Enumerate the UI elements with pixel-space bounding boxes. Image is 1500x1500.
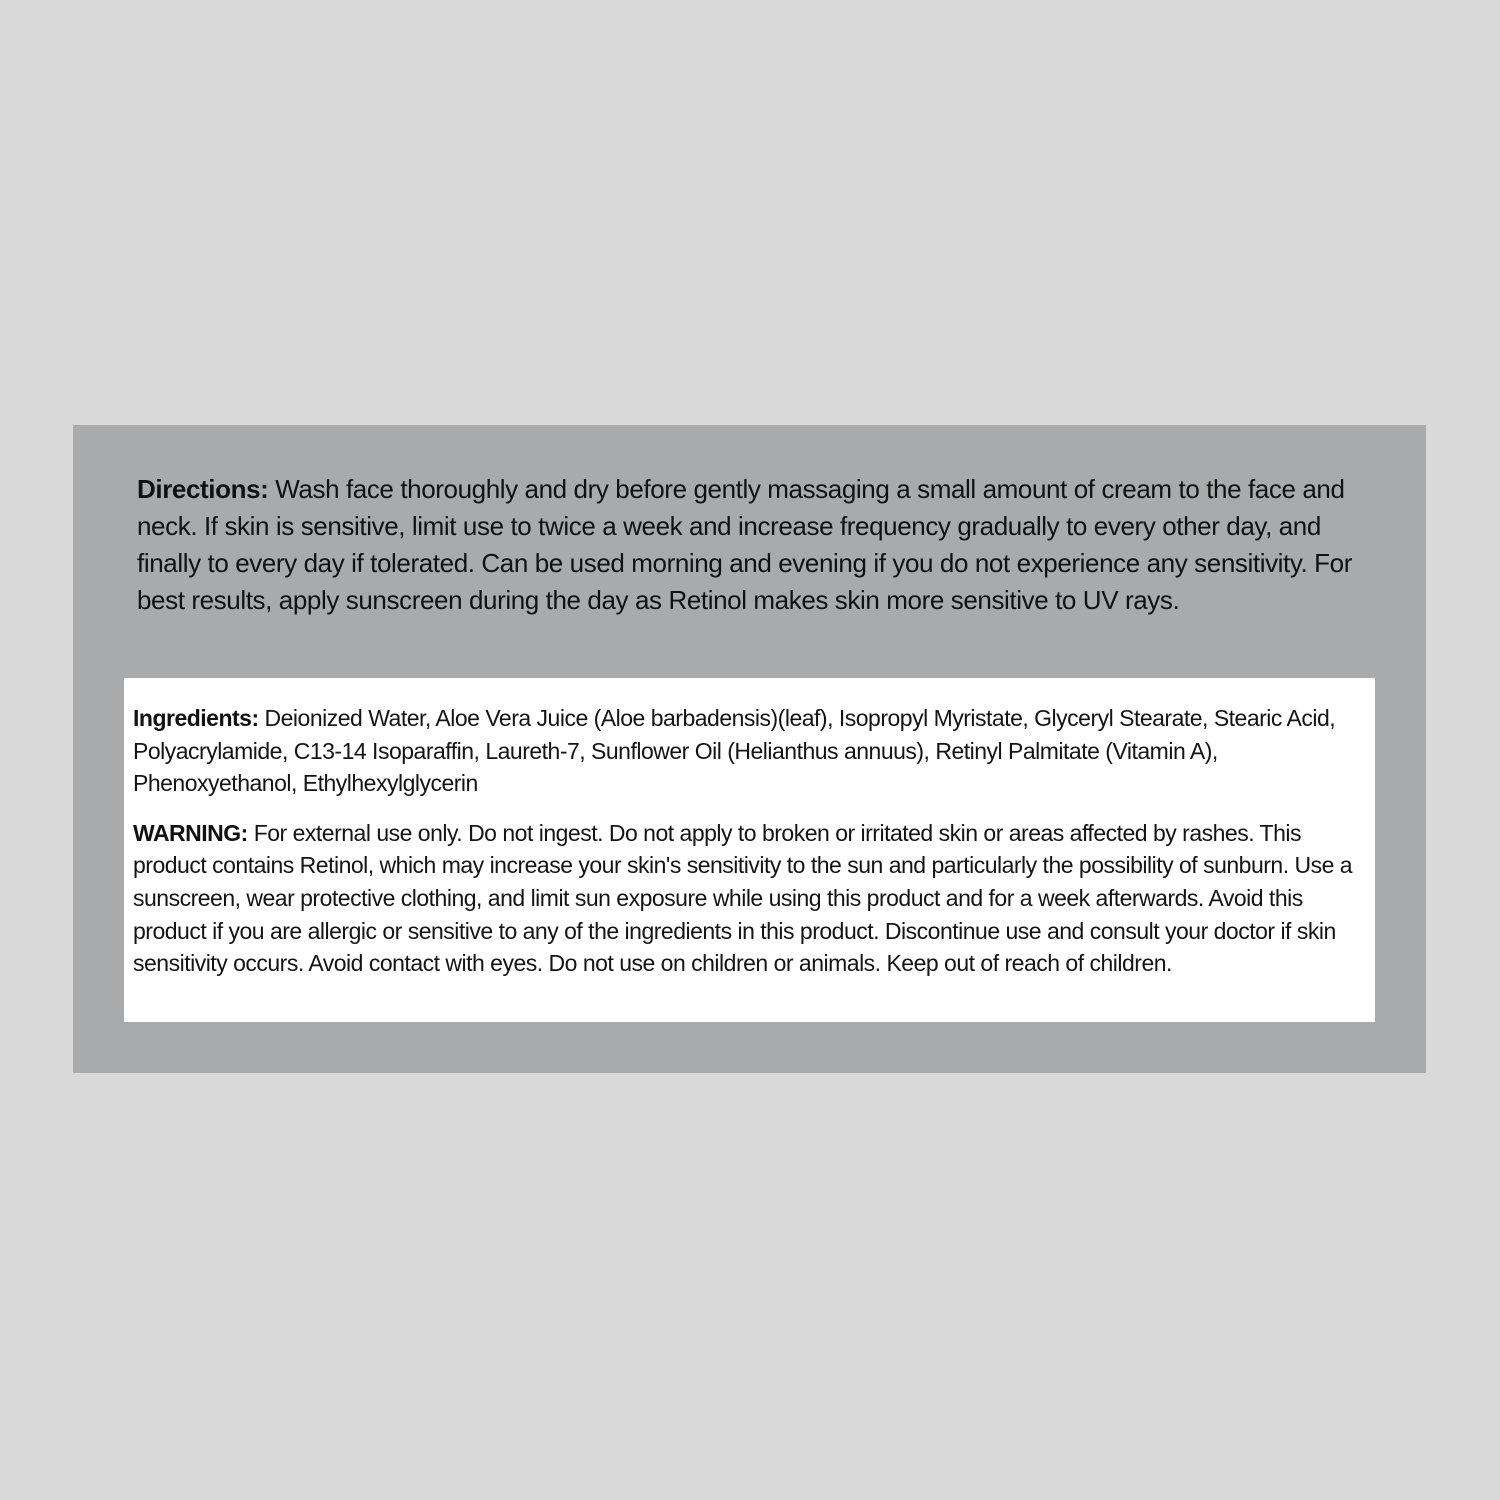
ingredients-heading: Ingredients: bbox=[133, 705, 259, 731]
directions-paragraph bbox=[137, 471, 1377, 619]
directions-heading: Directions: bbox=[137, 474, 269, 504]
ingredients-text: Deionized Water, Aloe Vera Juice (Aloe barbadensis)(leaf), Isopropyl Myristate, Glyceryl Stearate, Stearic Acid, Polyacrylamide, C13-14 Isoparaffin, Laureth-7, Sunflower Oil (Helianthus annuus), Retinyl Palmitate (Vitamin A), Phenoxyethanol, Ethylhexylglycerin bbox=[133, 705, 1336, 797]
directions-text: Wash face thoroughly and dry before gently massaging a small amount of cream to the face and neck. If skin is sensitive, limit use to twice a week and increase frequency gradually to every other day, and finally to every day if tolerated. Can be used morning and evening if you do not experience any sensitivity. For best results, apply sunscreen during the day as Retinol makes skin more sensitive to UV rays. bbox=[137, 474, 1352, 615]
ingredients-paragraph bbox=[133, 702, 1365, 800]
warning-paragraph bbox=[133, 817, 1365, 980]
product-label-panel bbox=[73, 425, 1426, 1073]
warning-heading: WARNING: bbox=[133, 819, 248, 846]
warning-text: For external use only. Do not ingest. Do not apply to broken or irritated skin or areas affected by rashes. This product contains Retinol, which may increase your skin's sensitivity to the sun and particularly the possibility of sunburn. Use a sunscreen, wear protective clothing, and limit sun exposure while using this product and for a week afterwards. Avoid this product if you are allergic or sensitive to any of the ingredients in this product. Discontinue use and consult your doctor if skin sensitivity occurs. Avoid contact with eyes. Do not use on children or animals. Keep out of reach of children. bbox=[133, 819, 1353, 977]
ingredients-warning-box bbox=[124, 678, 1375, 1022]
